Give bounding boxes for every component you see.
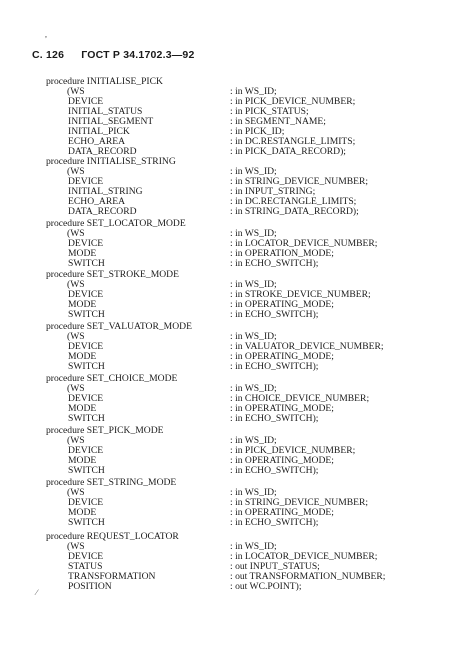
procedure-title: procedure SET_VALUATOR_MODE bbox=[46, 321, 192, 332]
parameter-type-column bbox=[230, 229, 377, 269]
procedure-block bbox=[46, 532, 179, 592]
procedure-parameter: DEVICE bbox=[68, 445, 104, 456]
procedure-block bbox=[46, 219, 186, 269]
parameter-type: : in ECHO_SWITCH); bbox=[230, 361, 319, 372]
procedure-parameter: ECHO_AREA bbox=[68, 196, 126, 207]
procedure-parameter: SWITCH bbox=[68, 413, 105, 424]
parameter-type: : in WS_ID; bbox=[230, 383, 277, 394]
procedure-parameter: SWITCH bbox=[68, 258, 105, 269]
procedure-parameter: DATA_RECORD bbox=[68, 146, 137, 157]
procedure-parameter: POSITION bbox=[68, 581, 112, 592]
parameter-type: : in LOCATOR_DEVICE_NUMBER; bbox=[230, 238, 378, 249]
parameter-type: : in WS_ID; bbox=[230, 331, 277, 342]
parameter-type: : in OPERATING_MODE; bbox=[230, 299, 334, 310]
parameter-type: : in ECHO_SWITCH); bbox=[230, 517, 319, 528]
procedure-parameter: STATUS bbox=[68, 561, 103, 572]
procedure-parameter: MODE bbox=[68, 248, 97, 259]
parameter-type-column bbox=[230, 167, 368, 217]
procedure-parameter: DEVICE bbox=[68, 551, 104, 562]
procedure-parameter: (WS bbox=[67, 166, 85, 177]
parameter-type: : in ECHO_SWITCH); bbox=[230, 258, 319, 269]
parameter-type-column bbox=[230, 87, 355, 157]
procedure-parameter: (WS bbox=[67, 331, 85, 342]
page-number: С. 126 bbox=[32, 49, 65, 61]
procedure-parameter: SWITCH bbox=[68, 309, 105, 320]
parameter-type: : in SEGMENT_NAME; bbox=[230, 116, 326, 127]
parameter-type: : in WS_ID; bbox=[230, 487, 277, 498]
parameter-type: : in WS_ID; bbox=[230, 541, 277, 552]
procedure-parameter: ECHO_AREA bbox=[68, 136, 126, 147]
parameter-type: : in WS_ID; bbox=[230, 435, 277, 446]
procedure-parameter: MODE bbox=[68, 403, 97, 414]
parameter-type: : in OPERATING_MODE; bbox=[230, 455, 334, 466]
procedure-parameter: DEVICE bbox=[68, 238, 104, 249]
procedure-parameter: SWITCH bbox=[68, 361, 105, 372]
procedure-block bbox=[46, 426, 164, 476]
parameter-type: : in VALUATOR_DEVICE_NUMBER; bbox=[230, 341, 384, 352]
procedure-parameter: DEVICE bbox=[68, 176, 104, 187]
procedure-parameter: (WS bbox=[67, 435, 85, 446]
procedure-block bbox=[46, 270, 179, 320]
parameter-type: : in PICK_DEVICE_NUMBER; bbox=[230, 445, 356, 456]
parameter-type: : in CHOICE_DEVICE_NUMBER; bbox=[230, 393, 370, 404]
procedure-parameter: DATA_RECORD bbox=[68, 206, 137, 217]
procedure-title: procedure SET_PICK_MODE bbox=[46, 425, 164, 436]
procedure-title: procedure REQUEST_LOCATOR bbox=[46, 531, 179, 542]
speck: ⁄ bbox=[36, 588, 38, 597]
procedure-title: procedure SET_CHOICE_MODE bbox=[46, 373, 178, 384]
parameter-type: : in PICK_ID; bbox=[230, 126, 285, 137]
parameter-type-column bbox=[230, 488, 368, 528]
procedure-parameter: (WS bbox=[67, 541, 85, 552]
parameter-type: : in WS_ID; bbox=[230, 86, 277, 97]
procedure-parameter: (WS bbox=[67, 279, 85, 290]
parameter-type: : in OPERATION_MODE; bbox=[230, 248, 334, 259]
procedure-parameter: INITIAL_PICK bbox=[68, 126, 130, 137]
procedure-parameter: MODE bbox=[68, 455, 97, 466]
parameter-type: : in OPERATING_MODE; bbox=[230, 403, 334, 414]
procedure-parameter: SWITCH bbox=[68, 465, 105, 476]
parameter-type-column bbox=[230, 384, 369, 424]
procedure-title: procedure SET_STROKE_MODE bbox=[46, 269, 179, 280]
procedure-block bbox=[46, 77, 163, 157]
procedure-block bbox=[46, 374, 177, 424]
procedure-parameter: INITIAL_STRING bbox=[68, 186, 143, 197]
parameter-type: : in STRING_DEVICE_NUMBER; bbox=[230, 176, 369, 187]
procedure-parameter: (WS bbox=[67, 228, 85, 239]
parameter-type: : in OPERATING_MODE; bbox=[230, 507, 334, 518]
procedure-parameter: DEVICE bbox=[68, 96, 104, 107]
parameter-type: : in WS_ID; bbox=[230, 279, 277, 290]
procedure-parameter: MODE bbox=[68, 351, 97, 362]
parameter-type: : in STRING_DEVICE_NUMBER; bbox=[230, 497, 369, 508]
parameter-type: : in OPERATING_MODE; bbox=[230, 351, 334, 362]
parameter-type: : in STROKE_DEVICE_NUMBER; bbox=[230, 289, 371, 300]
parameter-type: : in WS_ID; bbox=[230, 228, 277, 239]
parameter-type: : in ECHO_SWITCH); bbox=[230, 413, 319, 424]
parameter-type-column bbox=[230, 332, 384, 372]
procedure-title: procedure INITIALISE_PICK bbox=[46, 76, 163, 87]
speck: , bbox=[45, 30, 47, 39]
parameter-type: : in STRING_DATA_RECORD); bbox=[230, 206, 359, 217]
procedure-parameter: (WS bbox=[67, 86, 85, 97]
parameter-type: : in INPUT_STRING; bbox=[230, 186, 316, 197]
procedure-title: procedure INITIALISE_STRING bbox=[46, 156, 176, 167]
parameter-type: : in PICK_DEVICE_NUMBER; bbox=[230, 96, 356, 107]
parameter-type: : in ECHO_SWITCH); bbox=[230, 309, 319, 320]
parameter-type: : out WC.POINT); bbox=[230, 581, 302, 592]
parameter-type: : out INPUT_STATUS; bbox=[230, 561, 320, 572]
procedure-parameter: (WS bbox=[67, 487, 85, 498]
procedure-parameter: SWITCH bbox=[68, 517, 105, 528]
procedure-parameter: DEVICE bbox=[68, 497, 104, 508]
parameter-type: : in WS_ID; bbox=[230, 166, 277, 177]
procedure-parameter: DEVICE bbox=[68, 393, 104, 404]
procedure-parameter: DEVICE bbox=[68, 289, 104, 300]
procedure-parameter: MODE bbox=[68, 507, 97, 518]
parameter-type: : in DC.RECTANGLE_LIMITS; bbox=[230, 196, 357, 207]
procedure-parameter: TRANSFORMATION bbox=[68, 571, 156, 582]
parameter-type-column bbox=[230, 280, 371, 320]
procedure-parameter: (WS bbox=[67, 383, 85, 394]
page-header bbox=[32, 49, 195, 61]
parameter-type: : out TRANSFORMATION_NUMBER; bbox=[230, 571, 386, 582]
procedure-title: procedure SET_LOCATOR_MODE bbox=[46, 218, 186, 229]
parameter-type: : in LOCATOR_DEVICE_NUMBER; bbox=[230, 551, 378, 562]
procedure-block bbox=[46, 322, 192, 372]
parameter-type: : in PICK_STATUS; bbox=[230, 106, 309, 117]
parameter-type-column bbox=[230, 542, 385, 592]
procedure-block bbox=[46, 157, 176, 217]
parameter-type-column bbox=[230, 436, 355, 476]
parameter-type: : in DC.RESTANGLE_LIMITS; bbox=[230, 136, 356, 147]
standard-title: ГОСТ Р 34.1702.3—92 bbox=[81, 49, 195, 61]
procedure-parameter: INITIAL_SEGMENT bbox=[68, 116, 154, 127]
procedure-parameter: MODE bbox=[68, 299, 97, 310]
parameter-type: : in ECHO_SWITCH); bbox=[230, 465, 319, 476]
parameter-type: : in PICK_DATA_RECORD); bbox=[230, 146, 346, 157]
procedure-parameter: INITIAL_STATUS bbox=[68, 106, 143, 117]
procedure-title: procedure SET_STRING_MODE bbox=[46, 477, 177, 488]
procedure-block bbox=[46, 478, 176, 528]
procedure-parameter: DEVICE bbox=[68, 341, 104, 352]
